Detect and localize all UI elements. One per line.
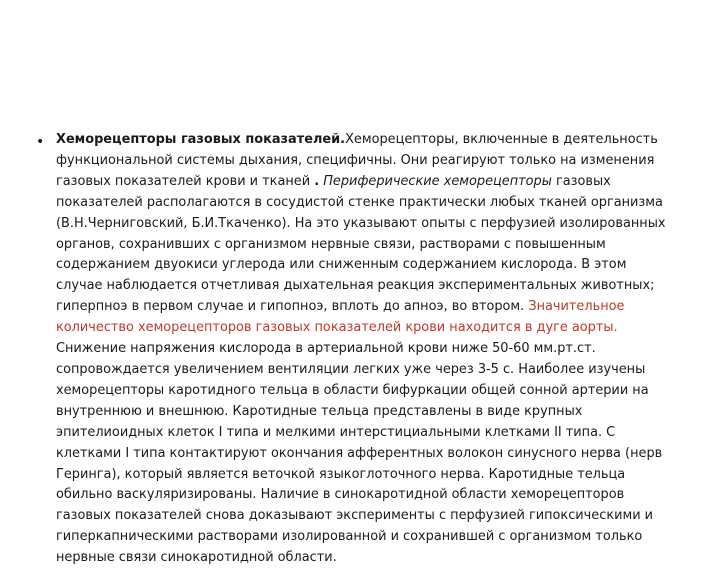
paragraph <box>56 130 670 569</box>
text-segment-3: Снижение напряжения кислорода в артериальной крови ниже 50-60 мм.рт.ст. сопровождается увеличением вентиляции легких уже через 3-5 с. Наиболее изучены хеморецепторы каротидного тельца в области бифуркации общей сонной артерии на внутреннюю и внешнюю. Каротидные тельца представлены в виде крупных эпителиоидных клеток I типа и мелкими интерстициальными клетками II типа. С клетками I типа контактируют окончания афферентных волокон синусного нерва (нерв Геринга), который является веточкой языкоглоточного нерва. Каротидные тельца обильно васкуляризированы. Наличие в синокаротидной области хеморецепторов газовых показателей снова доказывают эксперименты с перфузией гипоксическими и гиперкапническими растворами изолированной и сохранившей с организмом только нервные связи синокаротидной области. <box>56 341 663 566</box>
bullet-item <box>36 130 670 569</box>
italic-term: Периферические хеморецепторы <box>319 173 552 189</box>
slide-content <box>36 130 670 569</box>
text-segment-1: Хеморецепторы, включенные в деятельность функциональной системы дыхания, специфичны. Они реагируют только на изменения газовых показателей крови и тканей <box>56 132 658 189</box>
bullet-icon: • <box>36 134 45 150</box>
text-segment-2: газовых показателей располагаются в сосудистой стенке практически любых тканей организма (В.Н.Черниговский, Б.И.Ткаченко). На это указывают опыты с перфузией изолированных органов, сохранивших с организмом нервные связи, растворами с повышенным содержанием двуокиси углерода или сниженным содержанием кислорода. В этом случае наблюдается отчетливая дыхательная реакция экспериментальных животных; гиперпноэ в первом случае и гипопноэ, вплоть до апноэ, во втором. <box>56 173 666 315</box>
highlighted-statement: Значительное количество хеморецепторов газовых показателей крови находится в дуге аорты. <box>56 299 625 336</box>
bold-period: . <box>314 173 320 189</box>
heading-term: Хеморецепторы газовых показателей. <box>56 132 346 147</box>
